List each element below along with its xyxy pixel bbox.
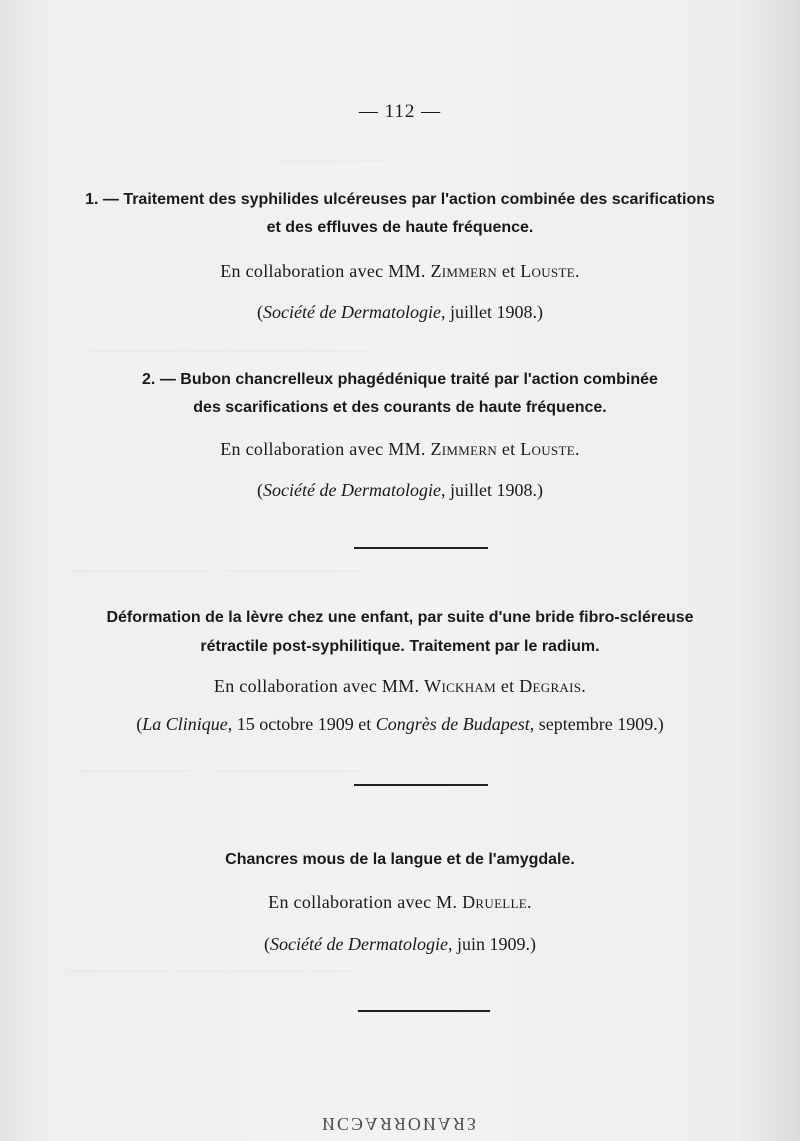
section-divider [354,547,488,549]
entry-2-title-line-1: 2. — Bubon chancrelleux phagédénique traité par l'action combinée [142,371,658,388]
collab-author: Degrais. [519,676,587,696]
collab-author: Wickham [424,676,496,696]
collab-conjunction: et [501,261,516,281]
source-journal: La Clinique [142,714,228,734]
source-paren: ( [257,480,264,500]
collab-author: Zimmern [430,261,498,281]
entry-1-title-line-2: et des effluves de haute fréquence. [266,219,534,236]
source-paren: ( [136,714,143,734]
collab-prefix: En collaboration avec M. [268,892,458,912]
collab-author: Zimmern [430,439,498,459]
entry-3-title-line-1: Déformation de la lèvre chez une enfant, par suite d'une bride fibro-scléreuse [106,609,694,626]
show-through-text: ............................................................................. [70,560,359,576]
entry-2-title-line-2: des scarifications et des courants de haute fréquence. [193,399,607,416]
entry-4-source [0,934,800,955]
entry-1-title-line-1: 1. — Traitement des syphilides ulcéreuses par l'action combinée des scarifications [85,191,715,208]
source-date: , juillet 1908.) [440,302,543,322]
source-paren: ( [257,302,264,322]
entry-2-collaboration [0,439,800,460]
show-through-text: .............................................................................. [60,960,353,976]
entry-1-collaboration [0,261,800,282]
collab-author: Louste. [520,261,580,281]
section-divider [358,1010,490,1012]
source-journal: Société de Dermatologie [263,480,441,500]
entry-3-source [0,714,800,735]
entry-3-collaboration [0,676,800,697]
collab-prefix: En collaboration avec MM. [220,439,426,459]
entry-4-collaboration [0,892,800,913]
collab-conjunction: et [501,439,516,459]
source-journal: Congrès de Budapest [375,714,530,734]
show-through-text: ........................................................................... [80,760,362,776]
section-divider [354,784,488,786]
entry-1-source [0,302,800,323]
source-journal: Société de Dermatologie [263,302,441,322]
collab-prefix: En collaboration avec MM. [220,261,426,281]
source-date: , septembre 1909.) [529,714,664,734]
collab-prefix: En collaboration avec MM. [213,676,420,696]
show-through-text: .......................................................................... [90,340,368,356]
collab-author: Louste. [520,439,580,459]
page-number: — 112 — [358,101,442,122]
source-date: , juin 1909.) [447,934,536,954]
show-through-text: ............................ [280,150,385,166]
collab-conjunction: et [500,676,515,696]
collab-author: Druelle. [462,892,532,912]
source-journal: Société de Dermatologie [270,934,448,954]
entry-3-title-line-2: rétractile post-syphilitique. Traitement par le radium. [200,638,600,655]
source-date: , juillet 1908.) [440,480,543,500]
footer-stamp: ИСЭАЯЯОИАЯЗ [322,1114,478,1134]
source-paren: ( [264,934,271,954]
entry-2-source [0,480,800,501]
entry-4-title: Chancres mous de la langue et de l'amygdale. [225,851,575,868]
source-text: , 15 octobre 1909 et [227,714,376,734]
